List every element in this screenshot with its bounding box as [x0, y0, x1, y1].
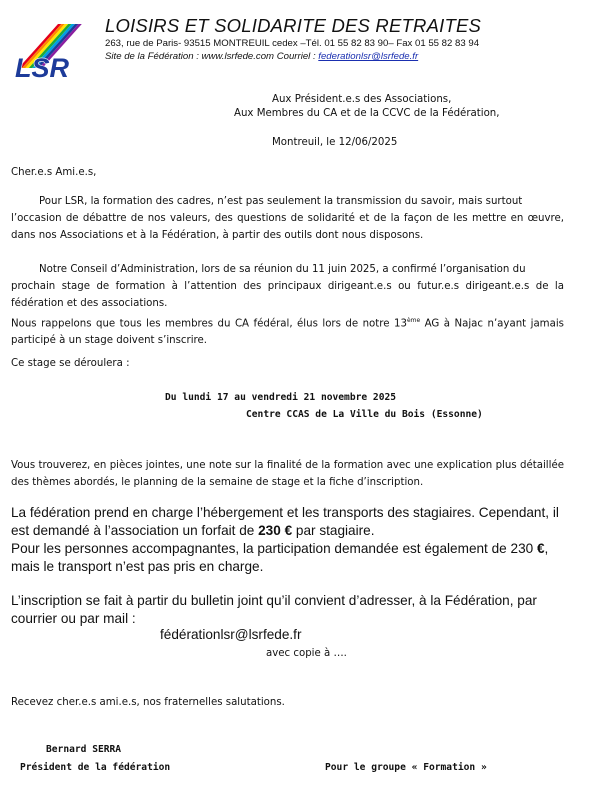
paragraph-3: [11, 312, 564, 349]
signatory-group: Pour le groupe « Formation »: [325, 762, 487, 773]
contact-email[interactable]: fédérationlsr@lsrfede.fr: [160, 627, 302, 642]
signatory-name: Bernard SERRA: [46, 744, 122, 755]
logo-text: LSR: [15, 53, 69, 80]
federation-email-link[interactable]: federationlsr@lsrfede.fr: [318, 51, 419, 62]
paragraph-6-text: Pour les personnes accompagnantes, la participation demandée est également de 230: [11, 541, 537, 556]
paragraph-2-first-line: Notre Conseil d’Administration, lors de sa réunion du 11 juin 2025, a confirmé l’organisation du: [39, 264, 526, 275]
recipients-line-2: Aux Membres du CA et de la CCVC de la Fédération,: [234, 108, 500, 119]
paragraph-3-text: Nous rappelons que tous les membres du CA fédéral, élus lors de notre 13: [11, 318, 407, 330]
paragraph-training-purpose: [11, 193, 564, 244]
copy-line: avec copie à ….: [266, 648, 347, 659]
paragraph-5-text: La fédération prend en charge l’hébergement et les transports des stagiaires. Cependant, il est demandé à l’association un forfait de: [11, 505, 559, 538]
paragraph-costs: [11, 504, 571, 576]
fee-amount: 230 €: [258, 523, 293, 538]
organization-site-line: [105, 51, 418, 62]
paragraph-5-text-end: par stagiaire.: [292, 523, 375, 538]
organization-address: 263, rue de Paris- 93515 MONTREUIL cedex –Tél. 01 55 82 83 90– Fax 01 55 82 83 94: [105, 38, 480, 49]
paragraph-6: [11, 540, 571, 576]
site-text: Site de la Fédération : www.lsrfede.com Courriel :: [105, 51, 319, 62]
superscript-eme: ème: [406, 317, 421, 324]
paragraph-3-text-end: AG à Najac n’ayant jamais participé à un stage doivent s’inscrire.: [11, 318, 564, 347]
salutation: Cher.e.s Ami.e.s,: [11, 167, 97, 178]
paragraph-1-body: l’occasion de débattre de nos valeurs, des questions de solidarité et de la façon de les mettre en œuvre, dans nos Associations et à la Fédération, à partir des outils dont nous disposons.: [11, 213, 564, 241]
lsr-logo: [12, 22, 84, 80]
stage-place: Centre CCAS de La Ville du Bois (Essonne): [246, 409, 483, 420]
paragraph-2-body: prochain stage de formation à l’attention des principaux dirigeant.e.s ou futur.e.s dirigeant.e.s de la fédération et des associations.: [11, 281, 564, 309]
stage-dates: Du lundi 17 au vendredi 21 novembre 2025: [165, 392, 397, 403]
recipients-line-1: Aux Président.e.s des Associations,: [272, 94, 452, 105]
paragraph-1-first-line: Pour LSR, la formation des cadres, n’est pas seulement la transmission du savoir, mais surtout: [39, 196, 523, 207]
euro-sign: €: [536, 541, 545, 556]
paragraph-registration: L’inscription se fait à partir du bulletin joint qu’il convient d’adresser, à la Fédération, par courrier ou par mail :: [11, 593, 537, 626]
signatory-role: Président de la fédération: [20, 762, 171, 773]
paragraph-board-decision: [11, 261, 564, 349]
place-date: Montreuil, le 12/06/2025: [272, 137, 398, 148]
paragraph-5: [11, 504, 571, 540]
closing-salutations: Recevez cher.e.s ami.e.s, nos fraternelles salutations.: [11, 697, 285, 708]
stage-intro: Ce stage se déroulera :: [11, 358, 130, 369]
paragraph-attachments: Vous trouverez, en pièces jointes, une note sur la finalité de la formation avec une explication plus détaillée des thèmes abordés, le planning de la semaine de stage et la fiche d’inscription.: [11, 460, 564, 488]
paragraph-6-text-end: , mais le transport n’est pas pris en charge.: [11, 541, 549, 574]
organization-title: LOISIRS ET SOLIDARITE DES RETRAITES: [105, 15, 482, 36]
